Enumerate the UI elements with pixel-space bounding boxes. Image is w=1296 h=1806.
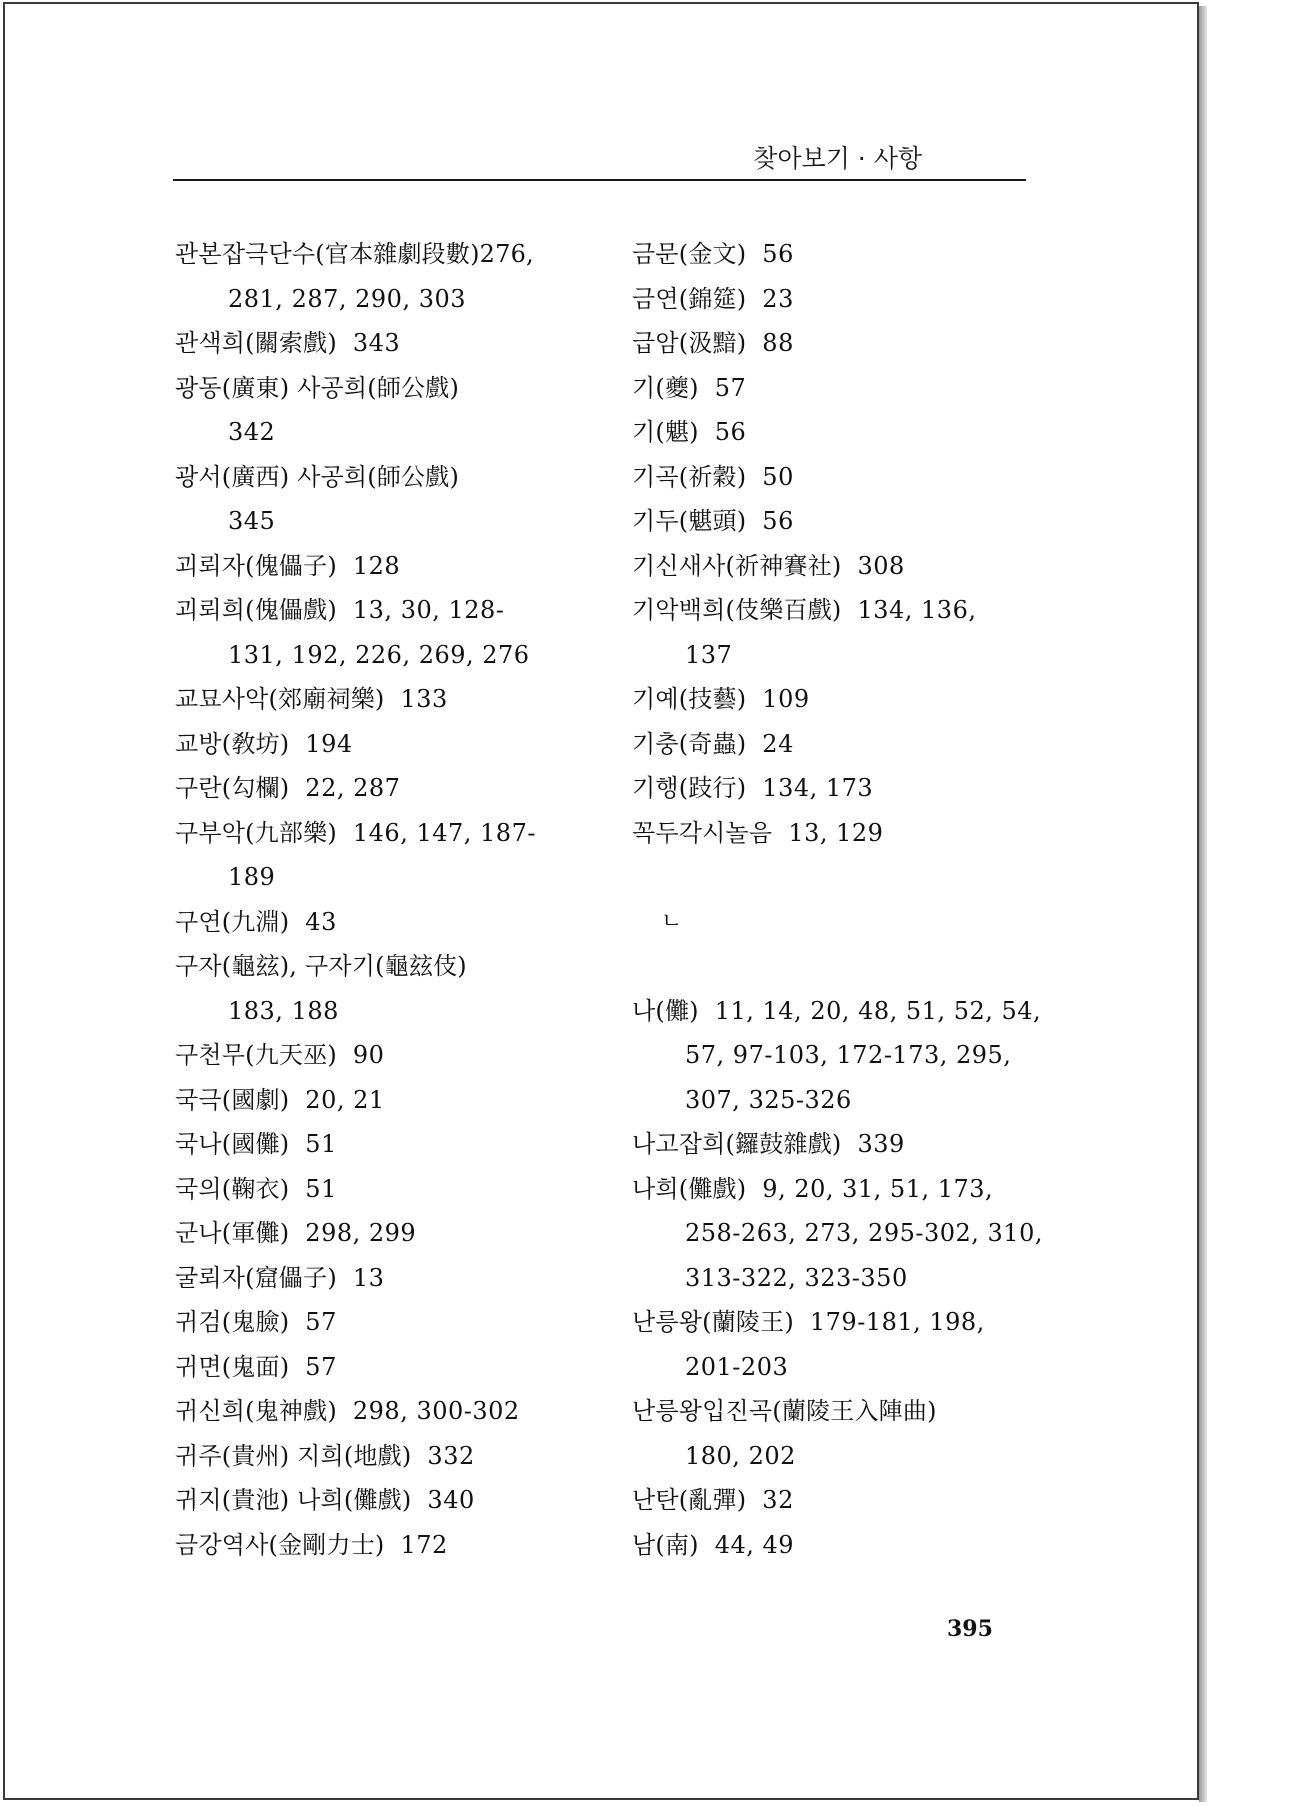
index-pages: 133 [400, 685, 448, 713]
index-entry [175, 1478, 615, 1523]
index-pages: 13 [352, 1263, 385, 1292]
index-term: 기(夔) [632, 373, 699, 402]
index-pages: 339 [857, 1130, 905, 1158]
section-heading: ㄴ [661, 908, 683, 934]
index-entry-continuation: 258-263, 273, 295-302, 310, [685, 1219, 1043, 1247]
index-pages: 56 [762, 240, 794, 268]
index-entry [632, 277, 1037, 322]
index-pages: 179-181, 198, [809, 1308, 985, 1336]
index-term: 귀주(貴州) 지희(地戲) [175, 1441, 412, 1470]
index-entry [175, 1389, 615, 1434]
index-entry [632, 766, 1037, 811]
index-entry [632, 1122, 1037, 1167]
index-term: 기곡(祈穀) [632, 462, 747, 491]
index-entry [175, 1300, 615, 1345]
index-term: 광동(廣東) 사공희(師公戲) [175, 373, 460, 402]
index-pages: 24 [762, 729, 794, 758]
index-pages: 109 [762, 685, 810, 713]
page-edge-shadow [1199, 6, 1207, 1802]
index-column-left [175, 232, 615, 1567]
index-term: 나(儺) [632, 996, 699, 1025]
index-pages: 134, 173 [762, 774, 874, 802]
index-pages: 57 [305, 1352, 337, 1381]
index-pages: 340 [427, 1486, 475, 1514]
index-entry [632, 677, 1037, 722]
index-term: 구란(勾欄) [175, 774, 290, 802]
blank-line [632, 855, 1037, 900]
index-entry [175, 366, 615, 411]
index-pages: 51 [305, 1174, 337, 1203]
index-entry [175, 544, 615, 589]
index-term: 귀면(鬼面) [175, 1352, 290, 1381]
index-entry [632, 321, 1037, 366]
index-term: 귀신희(鬼神戲) [175, 1397, 337, 1425]
index-pages: 298, 299 [305, 1219, 417, 1247]
index-entry [632, 588, 1037, 633]
index-pages: 57 [714, 373, 747, 402]
index-term: 광서(廣西) 사공희(師公戲) [175, 462, 460, 491]
running-head: 찾아보기 · 사항 [753, 144, 922, 173]
index-entry [175, 1167, 615, 1212]
index-term: 기신새사(祈神賽社) [632, 551, 842, 580]
index-term: 구연(九淵) [175, 907, 290, 936]
index-term: 나고잡희(鑼鼓雜戲) [632, 1130, 842, 1158]
index-entry-continuation: 201-203 [685, 1352, 789, 1381]
index-entry [175, 1345, 615, 1390]
index-column-right [632, 232, 1043, 1567]
index-pages: 56 [714, 418, 747, 446]
index-entry [175, 944, 615, 989]
index-term: 교묘사악(郊廟祠樂) [175, 685, 385, 713]
index-term: 관색희(關索戲) [175, 329, 337, 357]
index-entry-continuation: 57, 97-103, 172-173, 295, [685, 1041, 1012, 1069]
index-entry [175, 232, 615, 277]
index-entry-continuation: 345 [228, 507, 276, 535]
index-pages: 44, 49 [714, 1530, 795, 1559]
index-entry [632, 455, 1037, 500]
index-pages: 51 [305, 1130, 337, 1158]
index-entry-continuation: 189 [228, 863, 276, 891]
index-entry [175, 1122, 615, 1167]
index-term: 기행(跂行) [632, 774, 747, 802]
index-term: 기악백희(伎樂百戲) [632, 596, 842, 624]
index-pages: 343 [352, 329, 401, 357]
document-page [3, 2, 1199, 1800]
index-entry-continuation: 307, 325-326 [685, 1085, 852, 1114]
index-term: 기예(技藝) [632, 685, 747, 713]
index-entry-continuation: 131, 192, 226, 269, 276 [228, 640, 530, 669]
index-term: 금연(錦筵) [632, 284, 747, 313]
index-entry [632, 989, 1042, 1034]
index-pages: 32 [762, 1486, 794, 1514]
index-entry [175, 321, 615, 366]
index-pages: 11, 14, 20, 48, 51, 52, 54, [714, 996, 1042, 1025]
index-pages: 194 [305, 729, 353, 758]
index-pages: 20, 21 [305, 1085, 385, 1114]
index-term: 난탄(亂彈) [632, 1486, 747, 1514]
index-entry [175, 722, 615, 767]
index-term: 기(魌) [632, 418, 699, 446]
index-entry [632, 1389, 1037, 1434]
index-entry [632, 722, 1037, 767]
index-pages: 172 [400, 1530, 448, 1559]
index-pages: 22, 287 [305, 774, 401, 802]
index-term: 군나(軍儺) [175, 1219, 290, 1247]
index-entry [632, 1167, 1037, 1212]
index-term: 구천무(九天巫) [175, 1041, 337, 1069]
index-term: 나희(儺戲) [632, 1174, 747, 1203]
index-term: 괴뢰자(傀儡子) [175, 551, 337, 580]
index-term: 난릉왕(蘭陵王) [632, 1308, 794, 1336]
index-pages: 43 [305, 907, 337, 936]
index-term: 남(南) [632, 1530, 699, 1559]
index-entry [175, 766, 615, 811]
index-term: 구부악(九部樂) [175, 818, 337, 847]
index-pages: 88 [762, 329, 794, 357]
index-term: 교방(敎坊) [175, 729, 290, 758]
index-term: 급암(汲黯) [632, 329, 747, 357]
index-pages: 23 [762, 284, 794, 313]
index-term: 금문(金文) [632, 240, 747, 268]
index-entry [175, 677, 615, 722]
index-entry-continuation: 342 [228, 418, 276, 446]
index-pages: 50 [762, 462, 794, 491]
index-pages: 332 [427, 1441, 475, 1470]
index-term: 국나(國儺) [175, 1130, 290, 1158]
index-term: 귀지(貴池) 나희(儺戲) [175, 1486, 412, 1514]
index-term: 기두(魌頭) [632, 507, 747, 535]
index-pages: 57 [305, 1308, 337, 1336]
header-rule [173, 179, 1026, 181]
index-pages: 56 [762, 507, 794, 535]
index-entry [175, 811, 615, 856]
index-entry [175, 1033, 615, 1078]
index-entry-continuation: 183, 188 [228, 996, 339, 1025]
index-entry [175, 1211, 615, 1256]
index-term: 난릉왕입진곡(蘭陵王入陣曲) [632, 1397, 937, 1425]
index-entry [175, 900, 615, 945]
index-entry-continuation: 313-322, 323-350 [685, 1263, 908, 1292]
index-entry [175, 1078, 615, 1123]
index-term: 관본잡극단수(官本雜劇段數)276, [175, 240, 534, 268]
index-entry [175, 1434, 615, 1479]
index-entry [175, 1523, 615, 1568]
index-pages: 146, 147, 187- [352, 818, 536, 847]
index-pages: 134, 136, [857, 596, 977, 624]
index-term: 귀검(鬼臉) [175, 1308, 290, 1336]
index-entry-continuation: 137 [685, 640, 733, 669]
index-term: 구자(龜玆), 구자기(龜玆伎) [175, 952, 467, 980]
index-pages: 13, 129 [788, 818, 884, 847]
index-pages: 13, 30, 128- [352, 596, 505, 624]
index-term: 국극(國劇) [175, 1085, 290, 1114]
index-entry [632, 232, 1037, 277]
index-entry-continuation: 180, 202 [685, 1441, 796, 1470]
index-entry [632, 499, 1037, 544]
page-number: 395 [947, 1616, 993, 1642]
index-pages: 90 [352, 1041, 385, 1069]
index-entry [632, 1300, 1037, 1345]
index-pages: 9, 20, 31, 51, 173, [762, 1174, 994, 1203]
index-term: 꼭두각시놀음 [632, 818, 773, 847]
index-entry [632, 1478, 1037, 1523]
index-pages: 308 [857, 551, 905, 580]
index-entry [632, 410, 1037, 455]
index-entry [175, 1256, 615, 1301]
index-entry [175, 588, 615, 633]
index-term: 기충(奇蟲) [632, 729, 747, 758]
index-term: 굴뢰자(窟儡子) [175, 1263, 337, 1292]
blank-line [632, 944, 1037, 989]
index-term: 괴뢰희(傀儡戲) [175, 596, 337, 624]
index-pages: 128 [352, 551, 401, 580]
index-pages: 298, 300-302 [352, 1397, 520, 1425]
index-term: 국의(鞠衣) [175, 1174, 290, 1203]
index-entry-continuation: 281, 287, 290, 303 [228, 284, 467, 313]
index-entry [632, 1523, 1037, 1568]
index-entry [175, 455, 615, 500]
index-entry [632, 811, 1037, 856]
index-entry [632, 366, 1037, 411]
index-entry [632, 544, 1037, 589]
index-term: 금강역사(金剛力士) [175, 1530, 385, 1559]
